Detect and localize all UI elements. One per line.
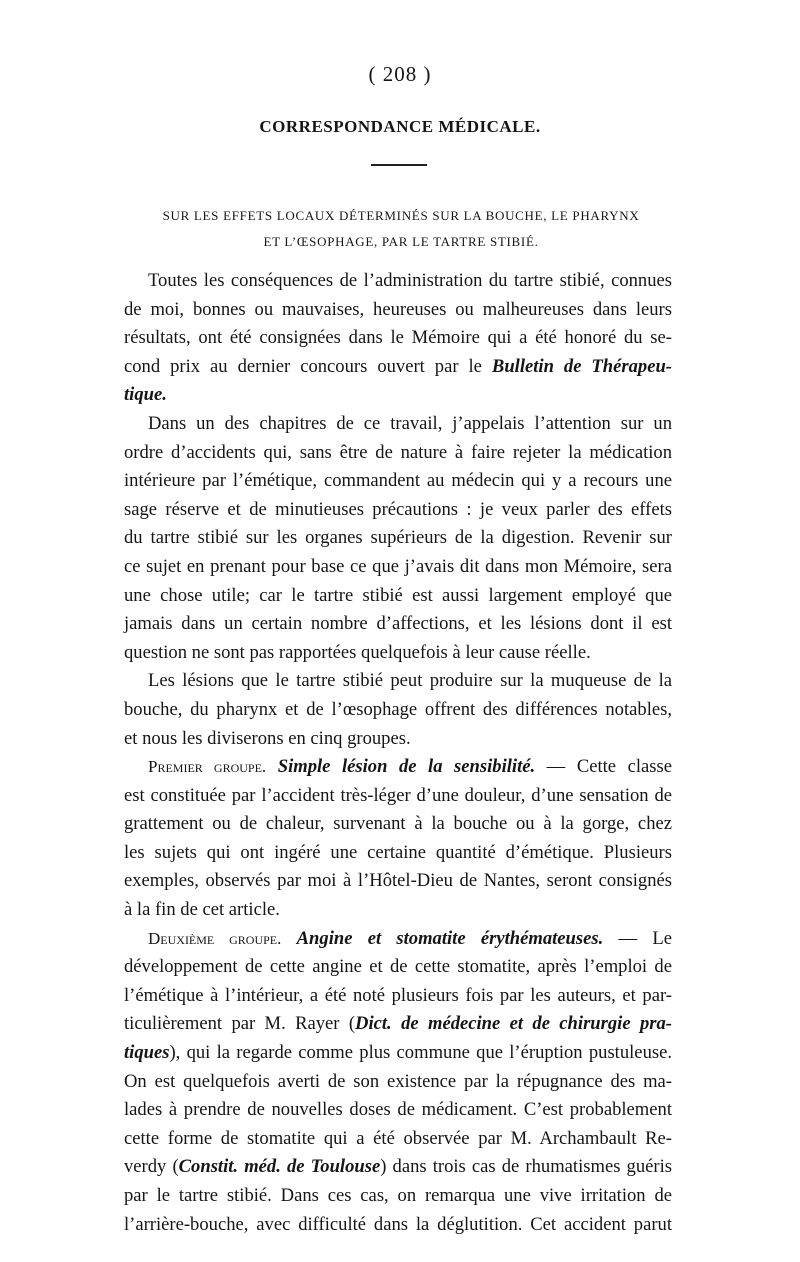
text-line: lades à prendre de nouvelles doses de médicament. C’est probablement	[124, 1099, 672, 1121]
text-run: verdy (	[124, 1156, 179, 1178]
text-run: — Cette classe	[535, 756, 672, 778]
text-line	[124, 1010, 672, 1039]
group-title: Angine et stomatite érythémateuses.	[296, 927, 604, 949]
text-run: ), qui la regarde comme plus commune que l’éruption pustuleuse.	[169, 1042, 672, 1064]
text-line: jamais dans un certain nombre d’affections, et les lésions dont il est	[124, 613, 672, 635]
text-line: Toutes les conséquences de l’administration du tartre stibié, connues	[148, 270, 672, 291]
text-run: — Le	[603, 927, 672, 949]
text-line: Les lésions que le tartre stibié peut produire sur la muqueuse de la	[148, 670, 672, 692]
text-line	[124, 1039, 672, 1068]
text-run: ) dans trois cas de rhumatismes guéris	[380, 1156, 672, 1178]
citation-title: Constit. méd. de Toulouse	[178, 1156, 381, 1178]
journal-title: tique.	[124, 384, 167, 406]
article-heading-line: SUR LES EFFETS LOCAUX DÉTERMINÉS SUR LA BOUCHE, LE PHARYNX	[162, 208, 640, 223]
text-line: sage réserve et de minutieuses précautions : je veux parler des effets	[124, 498, 672, 520]
group-label: Deuxième groupe.	[148, 928, 282, 948]
text-line: de moi, bonnes ou mauvaises, heureuses ou malheureuses dans leurs	[124, 298, 672, 320]
title-divider	[371, 164, 427, 166]
article-body	[124, 267, 672, 1239]
text-line: les sujets qui ont ingéré une certaine quantité d’émétique. Plusieurs	[124, 841, 672, 863]
text-line: exemples, observés par moi à l’Hôtel-Dieu de Nantes, seront consignés	[124, 870, 672, 892]
text-line: du tartre stibié sur les organes supérieurs de la digestion. Revenir sur	[124, 527, 672, 549]
text-line: l’arrière-bouche, avec difficulté dans la déglutition. Cet accident parut	[124, 1213, 672, 1235]
text-line: à la fin de cet article.	[124, 899, 280, 921]
text-run: ticulièrement par M. Rayer (	[124, 1013, 356, 1035]
text-line: grattement ou de chaleur, survenant à la bouche ou à la gorge, chez	[124, 813, 672, 835]
text-line	[124, 1153, 672, 1182]
text-line: ce sujet en prenant pour base ce que j’avais dit dans mon Mémoire, sera	[124, 555, 672, 577]
text-line: intérieure par l’émétique, commandent au médecin qui y a recours une	[124, 470, 672, 492]
text-line: On est quelquefois averti de son existence par la répugnance des ma-	[124, 1070, 672, 1092]
text-line: bouche, du pharynx et de l’œsophage offrent des différences notables,	[124, 698, 672, 720]
citation-title: tiques	[124, 1042, 170, 1064]
journal-title: Bulletin de Thérapeu-	[491, 355, 672, 377]
article-heading	[118, 203, 684, 255]
text-line: Dans un des chapitres de ce travail, j’appelais l’attention sur un	[148, 412, 672, 434]
group-title: Simple lésion de la sensibilité.	[277, 756, 536, 778]
text-line: développement de cette angine et de cette stomatite, après l’emploi de	[124, 956, 672, 978]
text-line: ordre d’accidents qui, sans être de nature à faire rejeter la médication	[124, 441, 672, 463]
text-line: par le tartre stibié. Dans ces cas, on remarqua une vive irritation de	[124, 1185, 672, 1206]
text-line: et nous les diviserons en cinq groupes.	[124, 727, 411, 749]
text-line: une chose utile; car le tartre stibié est aussi largement employé que	[124, 584, 672, 606]
text-line: cette forme de stomatite qui a été observée par M. Archambault Re-	[124, 1127, 672, 1149]
text-line: est constituée par l’accident très-léger d’une douleur, d’une sensation de	[124, 784, 672, 806]
text-line	[124, 753, 672, 782]
text-line: résultats, ont été consignées dans le Mémoire qui a été honoré du se-	[124, 327, 672, 349]
text-line: l’émétique à l’intérieur, a été noté plusieurs fois par les auteurs, et par-	[124, 984, 672, 1006]
text-run: cond prix au dernier concours ouvert par le	[124, 355, 492, 377]
text-line	[124, 353, 672, 382]
group-label: Premier groupe.	[148, 757, 267, 777]
page-number: ( 208 )	[368, 62, 432, 86]
text-line: question ne sont pas rapportées quelquefois à leur cause réelle.	[124, 641, 591, 663]
citation-title: Dict. de médecine et de chirurgie pra-	[355, 1013, 672, 1035]
section-title: CORRESPONDANCE MÉDICALE.	[259, 117, 541, 136]
text-line	[124, 925, 672, 954]
article-heading-line: ET L’ŒSOPHAGE, PAR LE TARTRE STIBIÉ.	[263, 234, 539, 249]
